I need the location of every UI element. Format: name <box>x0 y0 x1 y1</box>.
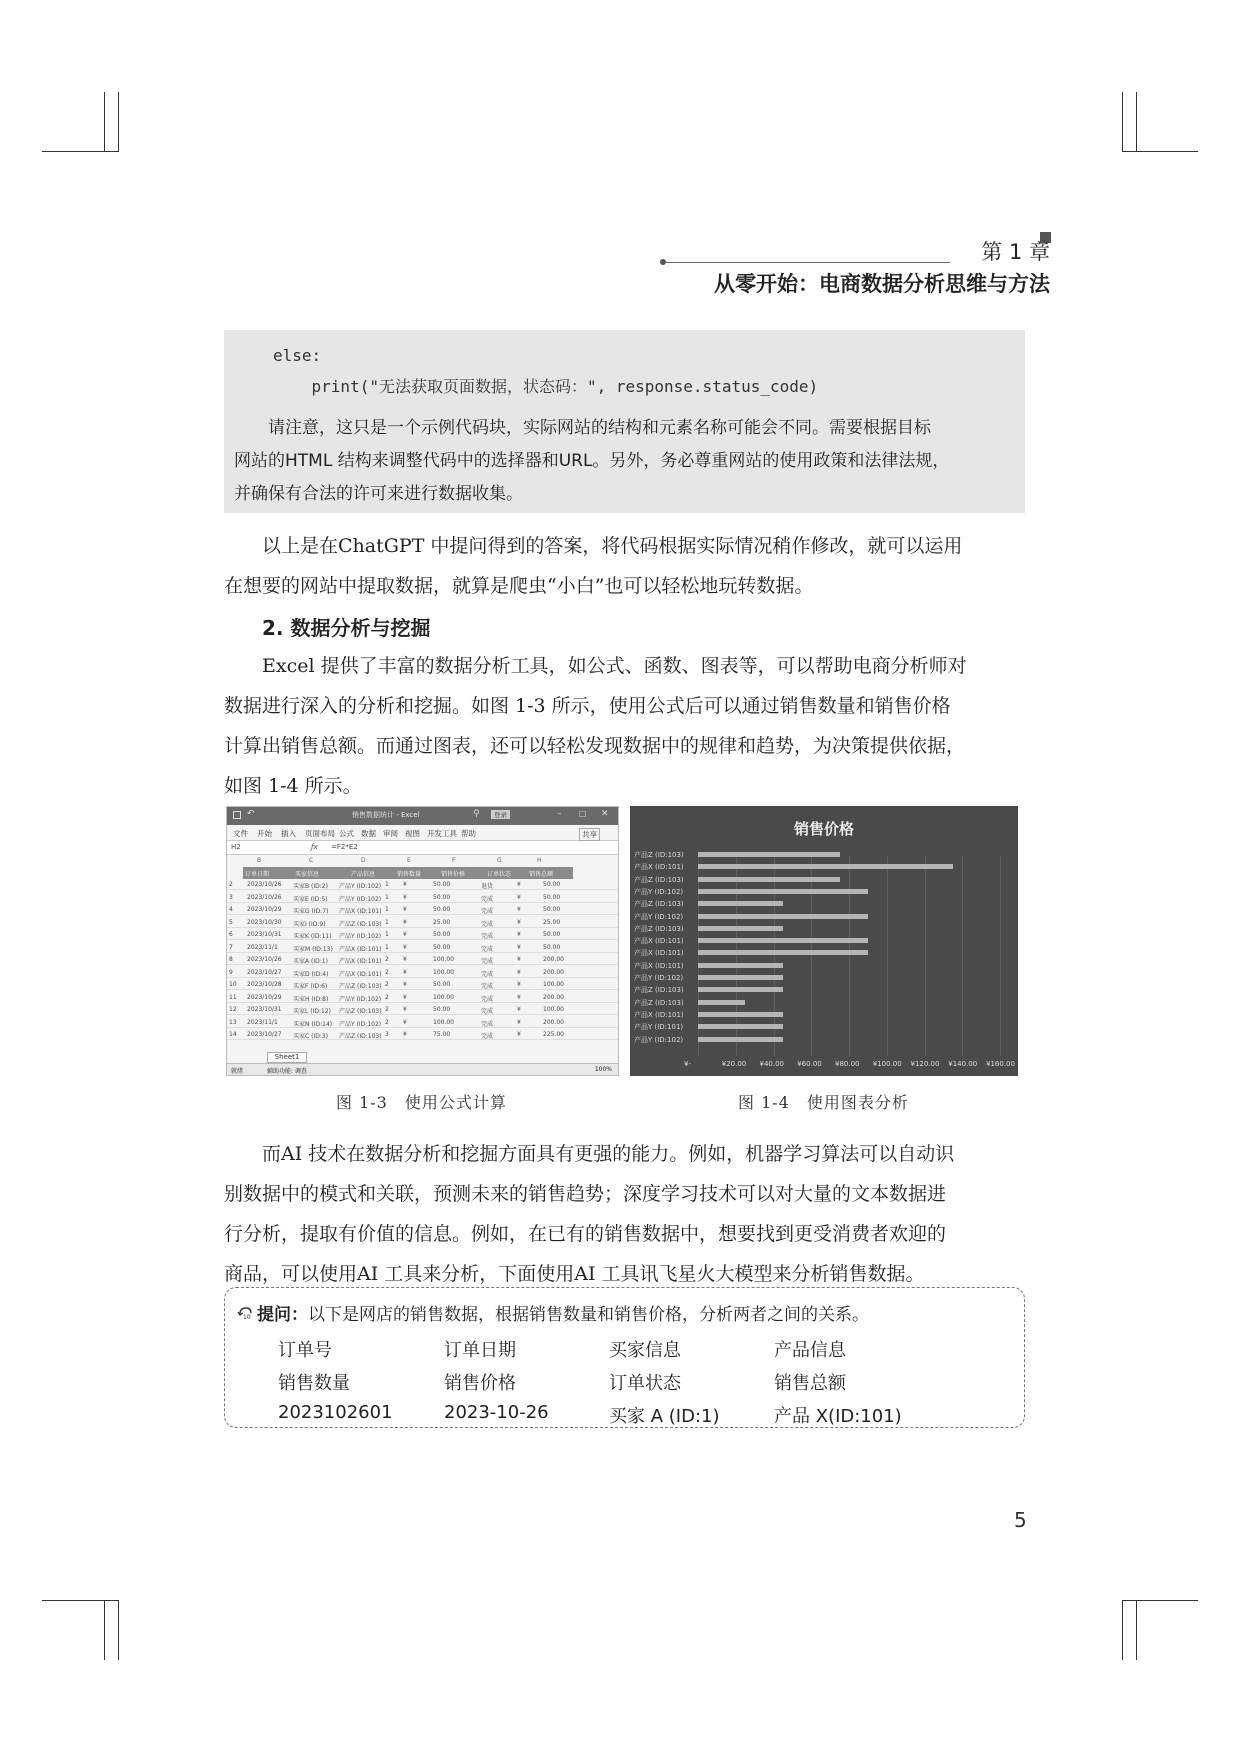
save-icon <box>233 811 241 819</box>
table-cell[interactable]: 1 <box>385 881 389 888</box>
category-label: 产品Z (ID:103) <box>634 900 684 909</box>
table-cell[interactable]: ¥ <box>517 981 521 988</box>
table-cell[interactable]: ¥ <box>517 931 521 938</box>
table-cell[interactable]: 2023/10/31 <box>247 1006 282 1013</box>
table-cell[interactable]: 买家A (ID:1) <box>293 958 328 965</box>
table-cell[interactable]: ¥ <box>403 918 407 926</box>
table-cell[interactable]: 50.00 <box>543 943 561 951</box>
prompt-cell: 2023-10-26 <box>444 1402 549 1423</box>
paragraph-chatgpt <box>224 526 1025 606</box>
table-cell[interactable]: 2 <box>385 981 389 988</box>
table-cell[interactable]: 50.00 <box>433 981 451 988</box>
table-cell[interactable]: 100.00 <box>433 956 454 963</box>
table-cell[interactable]: 买家K (ID:11) <box>293 933 332 940</box>
table-cell[interactable]: 12 <box>229 1006 237 1013</box>
chart-bar <box>698 975 783 980</box>
chart-bar <box>698 950 868 955</box>
chart-bar <box>698 914 868 919</box>
table-row <box>227 956 618 965</box>
prompt-box <box>224 1287 1025 1428</box>
crop-mark <box>1122 1600 1198 1601</box>
table-cell[interactable]: 3 <box>385 1031 389 1038</box>
table-cell[interactable]: 产品Y (ID:102) <box>339 895 382 903</box>
table-cell[interactable]: 产品Z (ID:103) <box>339 920 382 928</box>
table-cell[interactable]: 买家E (ID:5) <box>293 895 328 903</box>
excel-title: 销售数据统计 - Excel <box>352 811 420 819</box>
table-cell[interactable]: 2023/10/26 <box>247 956 282 963</box>
table-cell[interactable]: 50.00 <box>543 881 561 888</box>
table-cell[interactable]: 2023/10/30 <box>247 918 282 926</box>
prompt-cell: 订单号 <box>278 1340 332 1361</box>
chart-gridline <box>811 856 812 1056</box>
table-cell[interactable]: 50.00 <box>433 943 451 951</box>
ribbon-tab[interactable]: 数据 <box>361 829 376 838</box>
table-cell[interactable]: 2023/10/27 <box>247 1031 282 1038</box>
ribbon-tab[interactable]: 审阅 <box>383 829 398 838</box>
prompt-cell: 产品 X(ID:101) <box>774 1406 902 1427</box>
table-cell[interactable]: 买家B (ID:2) <box>293 883 328 890</box>
paragraph-excel <box>224 646 1025 806</box>
table-cell[interactable]: 25.00 <box>433 918 451 926</box>
chart-bar <box>698 987 783 992</box>
table-cell[interactable]: 产品X (ID:101) <box>339 945 382 953</box>
table-cell[interactable]: 退货 <box>481 883 494 890</box>
excel-ribbon-tabs <box>227 825 618 841</box>
table-cell[interactable]: 50.00 <box>433 1006 451 1013</box>
table-cell[interactable]: 4 <box>229 906 233 913</box>
page-number: 5 <box>1014 1508 1027 1532</box>
chart-bar <box>698 889 868 894</box>
ribbon-tab[interactable]: 开始 <box>257 829 272 838</box>
table-cell[interactable]: 100.00 <box>543 981 564 988</box>
share-button[interactable]: 共享 <box>579 828 600 841</box>
table-cell[interactable]: ¥ <box>403 893 407 901</box>
x-tick-label: ¥100.00 <box>872 1060 902 1068</box>
code-note <box>234 412 1014 511</box>
excel-status-bar <box>227 1063 618 1075</box>
table-cell[interactable]: 买家I (ID:9) <box>293 920 326 928</box>
function-icon: ƒx <box>311 843 318 851</box>
table-cell[interactable]: ¥ <box>403 981 407 988</box>
table-cell[interactable]: 5 <box>229 918 233 926</box>
table-cell[interactable]: 200.00 <box>543 993 564 1001</box>
prompt-label: 提问： <box>257 1305 308 1325</box>
figure-caption-1-4: 图 1-4 使用图表分析 <box>738 1093 909 1112</box>
category-label: 产品Y (ID:102) <box>634 974 684 982</box>
chart-bar <box>698 1012 783 1017</box>
chart-bar <box>698 1000 745 1005</box>
bar-chart <box>630 806 1018 1076</box>
table-cell[interactable]: 1 <box>385 931 389 938</box>
table-cell[interactable]: 完成 <box>481 995 494 1003</box>
table-cell[interactable]: 200.00 <box>543 1018 564 1026</box>
table-cell[interactable]: 买家F (ID:6) <box>293 983 328 990</box>
x-tick-label: ¥120.00 <box>910 1060 940 1068</box>
category-label: 产品X (ID:101) <box>634 949 684 958</box>
close-icon[interactable]: ✕ <box>601 809 609 819</box>
category-label: 产品X (ID:101) <box>634 937 684 946</box>
table-cell[interactable]: 1 <box>385 918 389 926</box>
category-label: 产品Z (ID:103) <box>634 875 684 884</box>
x-tick-label: ¥140.00 <box>948 1060 978 1068</box>
zoom-level: 100% <box>594 1066 612 1073</box>
table-cell[interactable]: 产品Z (ID:103) <box>339 983 382 990</box>
x-tick-label: ¥160.00 <box>986 1060 1015 1068</box>
table-cell[interactable]: 13 <box>229 1018 237 1026</box>
table-cell[interactable]: 2023/11/1 <box>247 1018 278 1026</box>
chart-gridline <box>849 856 850 1056</box>
table-cell[interactable]: 50.00 <box>433 906 451 913</box>
ribbon-tab[interactable]: 文件 <box>233 829 248 838</box>
table-cell[interactable]: 1 <box>385 893 389 901</box>
excel-screenshot <box>226 806 619 1076</box>
table-cell[interactable]: 1 <box>385 906 389 913</box>
crop-mark <box>104 92 105 152</box>
table-cell[interactable]: ¥ <box>517 968 521 976</box>
table-cell[interactable]: ¥ <box>403 931 407 938</box>
table-cell[interactable]: ¥ <box>403 968 407 976</box>
excel-title-bar <box>227 807 618 825</box>
table-cell[interactable]: 10 <box>229 981 237 988</box>
crop-mark <box>118 1600 119 1660</box>
table-cell[interactable]: 完成 <box>481 1020 494 1028</box>
table-row <box>227 1031 618 1040</box>
table-cell[interactable]: 3 <box>229 893 233 901</box>
x-tick-label: ¥80.00 <box>835 1060 860 1068</box>
table-cell[interactable]: ¥ <box>403 956 407 963</box>
prompt-cell: 2023102601 <box>278 1402 393 1423</box>
paragraph-line: Excel 提供了丰富的数据分析工具，如公式、函数、图表等，可以帮助电商分析师对 <box>262 655 967 677</box>
crop-mark <box>1136 1600 1137 1660</box>
table-cell[interactable]: 6 <box>229 931 233 938</box>
category-label: 产品Y (ID:102) <box>634 1035 684 1044</box>
table-cell[interactable]: ¥ <box>517 1006 521 1013</box>
ribbon-tab[interactable]: 公式 <box>339 829 354 838</box>
chart-bar <box>698 938 868 943</box>
table-row <box>227 881 618 890</box>
category-label: 产品Y (ID:102) <box>634 912 684 921</box>
table-row <box>227 1006 618 1015</box>
table-cell[interactable]: 2023/10/31 <box>247 931 282 938</box>
table-cell[interactable]: 75.00 <box>433 1031 451 1038</box>
formula-input[interactable]: =F2*E2 <box>331 843 358 851</box>
category-label: 产品Y (ID:102) <box>634 887 684 896</box>
table-cell[interactable]: 产品Z (ID:103) <box>339 1033 382 1040</box>
column-letters: B C D E F G H <box>257 857 542 864</box>
table-cell[interactable]: 2 <box>385 1006 389 1013</box>
table-cell[interactable]: 2023/10/29 <box>247 906 282 913</box>
table-cell[interactable]: ¥ <box>517 1018 521 1026</box>
table-cell[interactable]: 买家H (ID:8) <box>293 995 329 1003</box>
paragraph-line: 商品，可以使用AI 工具来分析，下面使用AI 工具讯飞星火大模型来分析销售数据。 <box>224 1263 925 1285</box>
chart-bar <box>698 864 953 869</box>
table-cell[interactable]: ¥ <box>403 881 407 888</box>
table-cell[interactable]: 50.00 <box>543 931 561 938</box>
table-cell[interactable]: ¥ <box>517 906 521 913</box>
undo-icon: ↶ <box>247 809 255 819</box>
table-cell[interactable]: 完成 <box>481 920 494 928</box>
crop-mark <box>42 1600 118 1601</box>
prompt-cell: 订单状态 <box>609 1373 681 1394</box>
table-cell[interactable]: 2023/10/27 <box>247 968 282 976</box>
table-cell[interactable]: 2023/10/26 <box>247 893 282 901</box>
x-tick-label: ¥- <box>684 1060 691 1068</box>
table-cell[interactable]: 50.00 <box>433 893 451 901</box>
table-cell[interactable]: 2 <box>385 993 389 1001</box>
crop-mark <box>118 92 119 152</box>
table-cell[interactable]: ¥ <box>517 956 521 963</box>
category-label: 产品X (ID:101) <box>634 961 684 970</box>
paragraph-line: 而AI 技术在数据分析和挖掘方面具有更强的能力。例如，机器学习算法可以自动识 <box>262 1143 955 1165</box>
table-cell[interactable]: ¥ <box>403 1006 407 1013</box>
table-cell[interactable]: ¥ <box>517 1031 521 1038</box>
table-row <box>227 894 618 903</box>
crop-mark <box>1122 1600 1123 1660</box>
x-tick-label: ¥40.00 <box>759 1060 784 1068</box>
prompt-cell: 买家 A (ID:1) <box>609 1406 720 1427</box>
table-cell[interactable]: 产品X (ID:101) <box>339 970 382 978</box>
paragraph-line: 以上是在ChatGPT 中提问得到的答案，将代码根据实际情况稍作修改，就可以运用 <box>262 535 963 557</box>
figure-caption-1-3: 图 1-3 使用公式计算 <box>336 1093 507 1112</box>
category-label: 产品Z (ID:103) <box>634 986 684 995</box>
table-row <box>227 994 618 1003</box>
table-cell[interactable]: 2 <box>385 956 389 963</box>
header-row: 订单日期 买家信息 产品信息 销售数量 销售价格 订单状态 销售总额 <box>243 867 573 879</box>
table-cell[interactable]: 1 <box>385 943 389 951</box>
chart-bar <box>698 963 783 968</box>
table-cell[interactable]: ¥ <box>403 943 407 951</box>
prompt-cell: 买家信息 <box>609 1340 681 1361</box>
table-cell[interactable]: 2023/10/26 <box>247 881 282 888</box>
category-label: 产品X (ID:101) <box>634 1010 684 1019</box>
chart-bar <box>698 1024 783 1029</box>
table-cell[interactable]: 完成 <box>481 1008 494 1015</box>
table-row <box>227 906 618 915</box>
table-cell[interactable]: 完成 <box>481 958 494 965</box>
category-label: 产品Z (ID:103) <box>634 851 684 859</box>
chapter-label: 第 1 章 <box>981 240 1050 264</box>
table-cell[interactable]: ¥ <box>403 993 407 1001</box>
chart-bar <box>698 901 783 906</box>
crop-mark <box>1136 92 1137 152</box>
table-cell[interactable]: 完成 <box>481 908 494 915</box>
table-cell[interactable]: 200.00 <box>543 968 564 976</box>
excel-formula-bar <box>227 841 618 855</box>
table-cell[interactable]: 2 <box>385 968 389 976</box>
chapter-subtitle: 从零开始：电商数据分析思维与方法 <box>714 272 1050 296</box>
table-cell[interactable]: 买家G (ID:7) <box>293 908 329 915</box>
table-cell[interactable]: 2 <box>229 881 233 888</box>
table-cell[interactable]: 买家L (ID:12) <box>293 1008 331 1015</box>
table-cell[interactable]: 产品Y (ID:102) <box>339 933 382 940</box>
chart-gridline <box>887 856 888 1056</box>
crop-mark <box>104 1600 105 1660</box>
maximize-icon[interactable]: □ <box>579 809 587 818</box>
table-cell[interactable]: 2023/11/1 <box>247 943 278 951</box>
prompt-header <box>237 1300 869 1326</box>
table-cell[interactable]: ¥ <box>403 906 407 913</box>
login-button[interactable]: 登录 <box>491 810 510 819</box>
table-cell[interactable]: 50.00 <box>543 906 561 913</box>
category-label: 产品Z (ID:103) <box>634 998 684 1007</box>
table-cell[interactable]: 产品Y (ID:102) <box>339 883 382 890</box>
table-cell[interactable]: 2023/10/28 <box>247 981 282 988</box>
prompt-cell: 销售数量 <box>278 1373 350 1394</box>
crop-mark <box>1122 92 1123 152</box>
chart-gridline <box>962 856 963 1056</box>
table-cell[interactable]: 产品Y (ID:102) <box>339 1020 382 1028</box>
ribbon-tab[interactable]: 视图 <box>405 829 420 838</box>
code-note-line: 并确保有合法的许可来进行数据收集。 <box>234 484 523 504</box>
table-cell[interactable]: 7 <box>229 943 233 951</box>
prompt-cell: 销售总额 <box>774 1373 846 1394</box>
prompt-cell: 销售价格 <box>444 1373 516 1394</box>
table-cell[interactable]: 100.00 <box>433 968 454 976</box>
table-cell[interactable]: 2023/10/29 <box>247 993 282 1001</box>
status-accessibility: 辅助功能: 调查 <box>267 1068 307 1075</box>
table-cell[interactable]: 14 <box>229 1031 237 1038</box>
chart-bar <box>698 1037 783 1042</box>
table-row <box>227 931 618 940</box>
table-cell[interactable]: 买家D (ID:4) <box>293 970 329 978</box>
paragraph-line: 在想要的网站中提取数据，就算是爬虫“小白”也可以轻松地玩转数据。 <box>224 575 814 597</box>
crop-mark <box>1122 151 1198 152</box>
search-icon: ⚲ <box>473 809 480 819</box>
category-label: 产品Z (ID:103) <box>634 924 684 933</box>
table-cell[interactable]: 完成 <box>481 983 494 990</box>
paragraph-line: 别数据中的模式和关联，预测未来的销售趋势；深度学习技术可以对大量的文本数据进 <box>224 1183 947 1205</box>
table-cell[interactable]: 完成 <box>481 1033 494 1040</box>
paragraph-line: 数据进行深入的分析和挖掘。如图 1-3 所示，使用公式后可以通过销售数量和销售价格 <box>224 695 951 717</box>
chart-bar <box>698 926 783 931</box>
table-cell[interactable]: 9 <box>229 968 233 976</box>
section-heading: 2. 数据分析与挖掘 <box>262 616 431 640</box>
table-cell[interactable]: 200.00 <box>543 956 564 963</box>
table-cell[interactable]: 100.00 <box>433 993 454 1001</box>
table-cell[interactable]: 225.00 <box>543 1031 564 1038</box>
prompt-cell: 产品信息 <box>774 1340 846 1361</box>
table-cell[interactable]: 25.00 <box>543 918 561 926</box>
paragraph-line: 计算出销售总额。而通过图表，还可以轻松发现数据中的规律和趋势，为决策提供依据， <box>224 735 966 757</box>
table-cell[interactable]: ¥ <box>517 881 521 888</box>
name-box[interactable]: H2 <box>231 843 241 851</box>
table-cell[interactable]: ¥ <box>517 893 521 901</box>
table-cell[interactable]: 完成 <box>481 933 494 940</box>
table-cell[interactable]: 买家M (ID:13) <box>293 945 333 953</box>
table-cell[interactable]: ¥ <box>403 1018 407 1026</box>
x-tick-label: ¥60.00 <box>797 1060 822 1068</box>
code-note-line: 请注意，这只是一个示例代码块，实际网站的结构和元素名称可能会不同。需要根据目标 <box>268 418 931 438</box>
svg-text:10: 10 <box>243 1313 251 1321</box>
minimize-icon[interactable]: – <box>557 809 562 819</box>
paragraph-line: 行分析，提取有价值的信息。例如，在已有的销售数据中，想要找到更受消费者欢迎的 <box>224 1223 947 1245</box>
prompt-text: 以下是网店的销售数据，根据销售数量和销售价格，分析两者之间的关系。 <box>308 1305 869 1325</box>
table-cell[interactable]: 50.00 <box>433 881 451 888</box>
paragraph-ai <box>224 1134 1025 1294</box>
chart-bar <box>698 877 840 882</box>
table-cell[interactable]: 买家C (ID:3) <box>293 1033 329 1040</box>
table-cell[interactable]: ¥ <box>517 918 521 926</box>
table-cell[interactable]: 完成 <box>481 895 494 903</box>
chapter-rule <box>665 262 950 263</box>
chart-bar <box>698 852 840 857</box>
table-row <box>227 1019 618 1028</box>
table-cell[interactable]: 2 <box>385 1018 389 1026</box>
table-row <box>227 981 618 990</box>
table-cell[interactable]: 产品X (ID:101) <box>339 958 382 965</box>
code-line-else: else: <box>273 346 322 365</box>
table-cell[interactable]: 50.00 <box>433 931 451 938</box>
chart-gridline <box>925 856 926 1056</box>
table-cell[interactable]: ¥ <box>403 1031 407 1038</box>
prompt-cell: 订单日期 <box>444 1340 516 1361</box>
table-row <box>227 969 618 978</box>
sheet-tab[interactable]: Sheet1 <box>267 1052 307 1063</box>
table-cell[interactable]: ¥ <box>517 943 521 951</box>
ribbon-tab[interactable]: 开发工具 <box>427 829 457 838</box>
paragraph-line: 如图 1-4 所示。 <box>224 775 362 797</box>
table-cell[interactable]: ¥ <box>517 993 521 1001</box>
table-cell[interactable]: 100.00 <box>543 1006 564 1013</box>
status-ready: 就绪 <box>231 1068 244 1075</box>
ribbon-tab[interactable]: 帮助 <box>461 829 476 838</box>
table-cell[interactable]: 产品X (ID:101) <box>339 908 382 915</box>
x-tick-label: ¥20.00 <box>721 1060 747 1068</box>
table-cell[interactable]: 11 <box>229 993 237 1001</box>
table-cell[interactable]: 买家N (ID:14) <box>293 1020 333 1028</box>
crop-mark <box>42 151 118 152</box>
ribbon-tab[interactable]: 页面布局 <box>305 829 335 838</box>
chart-title: 销售价格 <box>793 820 854 838</box>
ribbon-tab[interactable]: 插入 <box>281 829 296 838</box>
table-cell[interactable]: 100.00 <box>433 1018 454 1026</box>
table-cell[interactable]: 50.00 <box>543 893 561 901</box>
code-note-line: 网站的HTML 结构来调整代码中的选择器和URL。另外，务必尊重网站的使用政策和法律法规， <box>234 451 950 471</box>
category-label: 产品X (ID:101) <box>634 863 684 872</box>
table-row <box>227 944 618 953</box>
category-label: 产品Y (ID:101) <box>634 1023 684 1032</box>
table-cell[interactable]: 完成 <box>481 970 494 978</box>
code-line-print: print("无法获取页面数据，状态码：", response.status_code) <box>273 377 819 396</box>
table-cell[interactable]: 8 <box>229 956 233 963</box>
table-cell[interactable]: 产品Z (ID:103) <box>339 1008 382 1015</box>
question-icon <box>237 1305 253 1326</box>
chart-gridline <box>1000 856 1001 1056</box>
table-cell[interactable]: 完成 <box>481 945 494 953</box>
table-cell[interactable]: 产品Y (ID:102) <box>339 995 382 1003</box>
table-row <box>227 919 618 928</box>
